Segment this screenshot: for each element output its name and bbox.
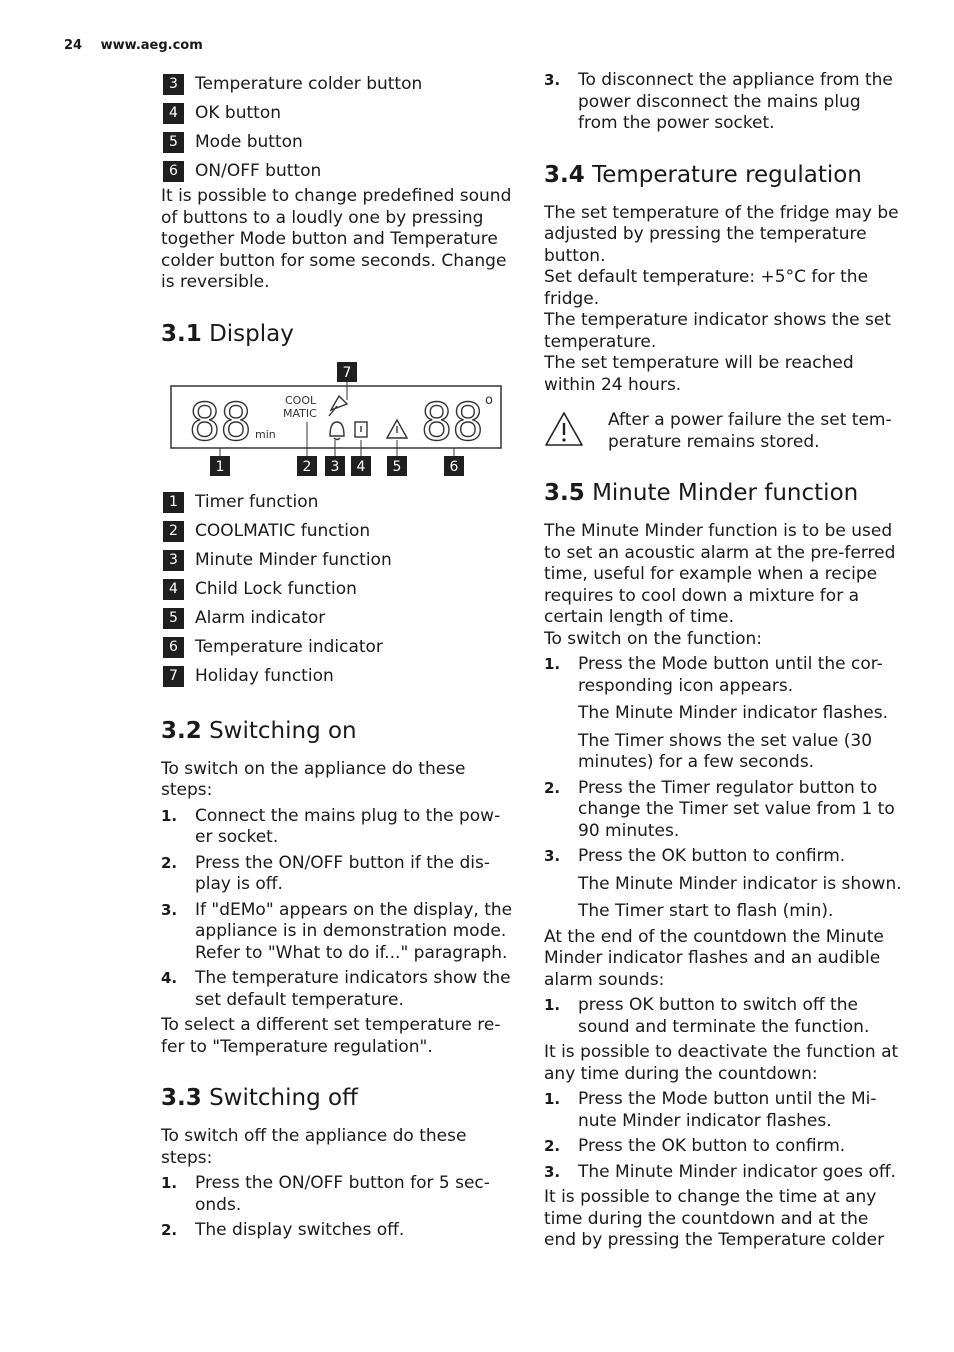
heading-text: Minute Minder function xyxy=(592,480,859,506)
step-detail: The Timer start to flash (min). xyxy=(578,901,834,921)
step-text: The temperature indicators show the set default temperature. xyxy=(195,968,511,1010)
section-heading-display xyxy=(161,320,516,348)
heading-text: Temperature regulation xyxy=(592,161,862,188)
website-label: www.aeg.com xyxy=(100,38,203,53)
list-item-label: OK button xyxy=(195,103,282,123)
step-text: To disconnect the appliance from the power disconnect the mains plug from the power socket. xyxy=(578,70,893,133)
list-item xyxy=(163,546,516,575)
step-number: 4. xyxy=(161,969,178,987)
heading-text: Display xyxy=(209,320,294,347)
paragraph: It is possible to change the time at any time during the countdown and at the end by pressing the Temperature colder xyxy=(544,1187,885,1250)
step-item xyxy=(161,1220,516,1242)
step-text: Press the ON/OFF button if the dis-play is off. xyxy=(195,852,491,894)
step-item xyxy=(544,1136,904,1158)
step-number: 1. xyxy=(544,655,561,673)
note-text: After a power failure the set tem-perature remains stored. xyxy=(608,410,892,452)
heading-text: Switching off xyxy=(209,1085,358,1111)
step-text: press OK button to switch off the sound and terminate the function. xyxy=(578,995,870,1037)
step-item xyxy=(161,900,516,965)
section-heading-switching-off xyxy=(161,1084,516,1112)
step-item xyxy=(544,995,904,1038)
min-label: min xyxy=(255,427,276,441)
left-column xyxy=(161,70,516,1246)
list-item-label: Mode button xyxy=(195,132,303,152)
callout-7: 7 xyxy=(342,364,352,381)
step-text: The Minute Minder indicator goes off. xyxy=(578,1161,896,1182)
display-diagram xyxy=(169,362,509,482)
heading-number: 3.2 xyxy=(161,717,202,744)
paragraph: Set default temperature: +5°C for the fridge. xyxy=(544,267,869,309)
paragraph: The temperature indicator shows the set temperature. xyxy=(544,310,891,352)
section-heading-minute-minder xyxy=(544,479,904,507)
step-item xyxy=(544,1162,904,1184)
holiday-icon xyxy=(329,396,347,416)
step-item xyxy=(544,1089,904,1132)
callout-badge: 7 xyxy=(163,666,184,687)
paragraph: To switch off the appliance do these steps: xyxy=(161,1126,467,1168)
paragraph: The set temperature of the fridge may be adjusted by pressing the temperature button. xyxy=(544,202,899,266)
list-item xyxy=(163,575,516,604)
display-legend xyxy=(161,488,516,691)
list-item xyxy=(163,517,516,546)
buttons-paragraph: It is possible to change predefined sound of buttons to a loudly one by pressing together Mode button and Temperature colder button for some seconds. Change is reversible. xyxy=(161,186,512,292)
step-number: 1. xyxy=(544,1090,561,1108)
step-item xyxy=(544,846,904,868)
list-item xyxy=(163,662,516,691)
list-item-label: Minute Minder function xyxy=(195,549,392,570)
step-detail: The Minute Minder indicator flashes. xyxy=(578,703,889,723)
step-number: 2. xyxy=(544,1137,561,1155)
step-text: Press the Timer regulator button to change the Timer set value from 1 to 90 minutes. xyxy=(578,777,895,841)
paragraph: To select a different set temperature re-fer to "Temperature regulation". xyxy=(161,1015,501,1057)
heading-text: Switching on xyxy=(209,717,357,744)
timer-digits: 88 xyxy=(189,392,252,453)
step-detail: The Minute Minder indicator is shown. xyxy=(578,873,902,894)
list-item xyxy=(163,488,516,517)
step-item xyxy=(161,1173,516,1216)
callout-badge: 6 xyxy=(163,637,184,658)
paragraph: The Minute Minder function is to be used to set an acoustic alarm at the pre-ferred time, useful for example when a recipe requires to cool down a mixture for a certain length of time. xyxy=(544,521,896,627)
step-number: 3. xyxy=(544,71,561,89)
list-item xyxy=(163,604,516,633)
list-item xyxy=(163,99,516,128)
step-detail: The Timer shows the set value (30 minutes) for a few seconds. xyxy=(578,730,873,772)
matic-label: MATIC xyxy=(283,406,317,420)
step-text: If "dEMo" appears on the display, the appliance is in demonstration mode. Refer to "What to do if..." paragraph. xyxy=(195,899,513,963)
step-text: Press the Mode button until the cor-responding icon appears. xyxy=(578,654,883,696)
list-item-label: Temperature indicator xyxy=(195,636,383,657)
list-item-label: COOLMATIC function xyxy=(195,520,371,541)
section-heading-switching-on xyxy=(161,717,516,745)
callout-6: 6 xyxy=(449,458,459,475)
list-item xyxy=(163,128,516,157)
heading-number: 3.1 xyxy=(161,320,202,347)
paragraph: At the end of the countdown the Minute Minder indicator flashes and an audible alarm sounds: xyxy=(544,926,884,990)
step-item xyxy=(161,968,516,1011)
step-number: 1. xyxy=(544,996,561,1014)
callout-badge: 3 xyxy=(163,550,184,571)
step-text: Press the Mode button until the Mi-nute Minder indicator flashes. xyxy=(578,1089,877,1131)
paragraph: It is possible to deactivate the function at any time during the countdown: xyxy=(544,1042,899,1084)
step-item xyxy=(544,70,904,135)
cool-label: COOL xyxy=(285,393,317,407)
step-item xyxy=(544,778,904,843)
step-text: The display switches off. xyxy=(195,1220,405,1240)
callout-badge: 5 xyxy=(163,608,184,629)
list-item-label: Temperature colder button xyxy=(195,74,423,94)
callout-4: 4 xyxy=(356,458,366,475)
bell-icon xyxy=(330,422,344,440)
right-column xyxy=(544,70,904,1252)
list-item xyxy=(163,70,516,99)
list-item xyxy=(163,157,516,186)
paragraph: To switch on the appliance do these steps: xyxy=(161,758,466,800)
warning-note xyxy=(544,410,904,453)
list-item-label: ON/OFF button xyxy=(195,161,322,181)
list-item-label: Child Lock function xyxy=(195,578,357,599)
heading-number: 3.4 xyxy=(544,161,585,188)
temperature-digits: 88 xyxy=(421,392,484,453)
section-heading-temperature-regulation xyxy=(544,161,904,189)
step-text: Press the OK button to confirm. xyxy=(578,1136,846,1156)
heading-number: 3.5 xyxy=(544,480,585,506)
step-number: 3. xyxy=(544,847,561,865)
step-number: 2. xyxy=(544,778,561,797)
callout-badge: 6 xyxy=(163,161,184,182)
paragraph: To switch on the function: xyxy=(544,628,763,649)
callout-1: 1 xyxy=(215,458,225,475)
buttons-list xyxy=(161,70,516,186)
list-item-label: Timer function xyxy=(195,491,319,512)
list-item xyxy=(163,633,516,662)
callout-badge: 1 xyxy=(163,492,184,513)
list-item-label: Alarm indicator xyxy=(195,607,326,628)
callout-5: 5 xyxy=(392,458,402,475)
warning-icon xyxy=(544,410,608,453)
degree-symbol: o xyxy=(485,392,493,408)
paragraph: The set temperature will be reached within 24 hours. xyxy=(544,353,854,395)
page-number: 24 xyxy=(64,38,83,53)
step-item xyxy=(161,806,516,849)
callout-2: 2 xyxy=(302,458,312,475)
step-number: 3. xyxy=(544,1162,561,1181)
step-item xyxy=(161,853,516,896)
callout-badge: 4 xyxy=(163,103,184,124)
display-panel-illustration xyxy=(169,362,509,482)
step-number: 2. xyxy=(161,853,178,872)
step-number: 3. xyxy=(161,900,178,919)
callout-badge: 4 xyxy=(163,579,184,600)
callout-3: 3 xyxy=(330,458,340,475)
callout-badge: 2 xyxy=(163,521,184,542)
step-number: 1. xyxy=(161,806,178,825)
step-text: Press the ON/OFF button for 5 sec-onds. xyxy=(195,1173,490,1215)
step-text: Press the OK button to confirm. xyxy=(578,846,846,866)
heading-number: 3.3 xyxy=(161,1085,202,1111)
step-item xyxy=(544,654,904,697)
callout-badge: 5 xyxy=(163,132,184,153)
step-number: 2. xyxy=(161,1221,178,1239)
callout-badge: 3 xyxy=(163,74,184,95)
list-item-label: Holiday function xyxy=(195,665,334,686)
step-text: Connect the mains plug to the pow-er socket. xyxy=(195,805,501,847)
page-header xyxy=(64,38,203,53)
step-number: 1. xyxy=(161,1174,178,1192)
